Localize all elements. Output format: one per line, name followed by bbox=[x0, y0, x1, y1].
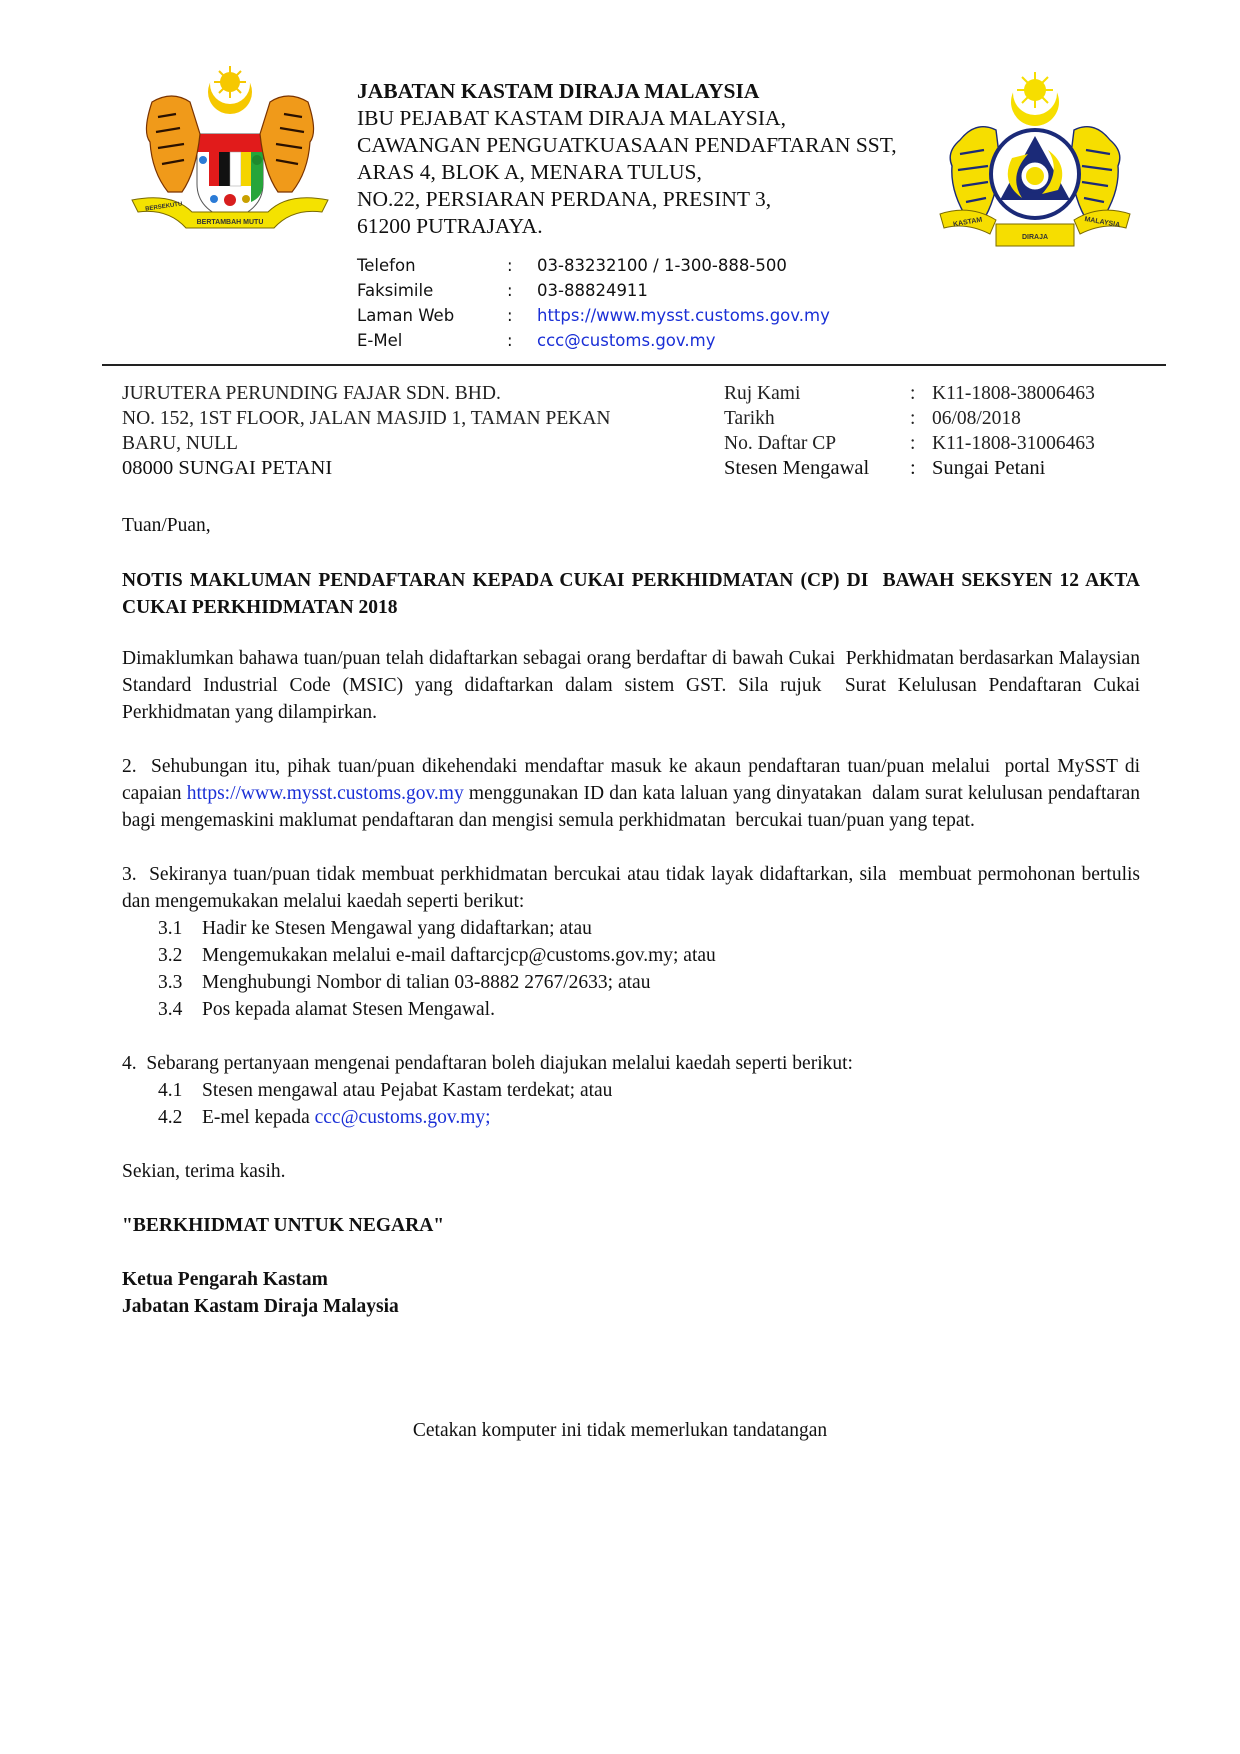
phone-value: 03-83232100 / 1-300-888-500 bbox=[537, 256, 787, 275]
customs-crest-icon bbox=[930, 62, 1140, 252]
list-item bbox=[122, 996, 1140, 1023]
malaysia-coat-of-arms-icon bbox=[112, 62, 348, 242]
list-text-prefix: E-mel kepada bbox=[202, 1107, 315, 1128]
org-address-line: NO.22, PERSIARAN PERDANA, PRESINT 3, bbox=[357, 187, 772, 211]
reference-row-no-daftar-cp bbox=[724, 431, 1095, 456]
crest-ribbon-text: MALAYSIA bbox=[1083, 215, 1121, 230]
list-text: Mengemukakan melalui e-mail daftarcjcp@customs.gov.my; atau bbox=[202, 945, 716, 966]
org-address-line: ARAS 4, BLOK A, MENARA TULUS, bbox=[357, 160, 702, 184]
signoff-department: Jabatan Kastam Diraja Malaysia bbox=[122, 1296, 399, 1317]
org-address-line: 61200 PUTRAJAYA. bbox=[357, 214, 543, 238]
email-link[interactable]: ccc@customs.gov.my bbox=[537, 331, 716, 350]
reference-label: Ruj Kami bbox=[724, 383, 801, 404]
recipient-address bbox=[122, 381, 611, 481]
letter-body bbox=[122, 512, 1145, 1320]
contact-label: E-Mel bbox=[357, 331, 403, 350]
contact-row-faksimile bbox=[357, 278, 830, 303]
list-number: 3.3 bbox=[158, 972, 183, 993]
reference-row-stesen-mengawal bbox=[724, 456, 1095, 481]
motto: "BERKHIDMAT UNTUK NEGARA" bbox=[122, 1215, 445, 1236]
mysst-portal-link[interactable]: https://www.mysst.customs.gov.my bbox=[186, 783, 464, 804]
list-number: 3.1 bbox=[158, 918, 183, 939]
list-item bbox=[122, 915, 1140, 942]
malaysia-coat-of-arms-logo bbox=[112, 62, 348, 242]
recipient-line: NO. 152, 1ST FLOOR, JALAN MASJID 1, TAMAN PEKAN bbox=[122, 408, 611, 429]
reference-row-tarikh bbox=[724, 406, 1095, 431]
svg-text:BERSEKUTU: BERSEKUTU bbox=[144, 201, 183, 213]
contact-colon: : bbox=[507, 331, 513, 350]
paragraph-4-intro: 4. Sebarang pertanyaan mengenai pendaftaran boleh diajukan melalui kaedah seperti berikut: bbox=[122, 1053, 853, 1074]
org-name: JABATAN KASTAM DIRAJA MALAYSIA bbox=[357, 79, 760, 103]
list-number: 3.4 bbox=[158, 999, 183, 1020]
reference-colon: : bbox=[910, 433, 916, 454]
website-link[interactable]: https://www.mysst.customs.gov.my bbox=[537, 306, 830, 325]
recipient-line: JURUTERA PERUNDING FAJAR SDN. BHD. bbox=[122, 383, 501, 404]
fax-value: 03-88824911 bbox=[537, 281, 648, 300]
paragraph-2-text: menggunakan ID dan kata laluan yang dinyatakan dalam surat kelulusan pendaftaran bagi mengemaskini maklumat pendaftaran dan mengisi semula perkhidmatan bercukai tuan/puan yang tepat. bbox=[122, 783, 1145, 831]
list-text: Hadir ke Stesen Mengawal yang didaftarkan; atau bbox=[202, 918, 592, 939]
enquiry-email-link[interactable]: ccc@customs.gov.my; bbox=[314, 1107, 491, 1128]
signoff-title: Ketua Pengarah Kastam bbox=[122, 1269, 328, 1290]
contact-row-e-mel bbox=[357, 328, 830, 353]
reference-value: K11-1808-31006463 bbox=[932, 433, 1095, 454]
recipient-line: 08000 SUNGAI PETANI bbox=[122, 457, 333, 479]
letterhead-org-block bbox=[357, 78, 897, 240]
contact-colon: : bbox=[507, 281, 513, 300]
paragraph-3 bbox=[122, 861, 1145, 1023]
list-number: 4.2 bbox=[158, 1107, 183, 1128]
reference-colon: : bbox=[910, 383, 916, 404]
list-item bbox=[122, 969, 1140, 996]
customs-crest-logo bbox=[930, 62, 1140, 252]
contact-details bbox=[357, 253, 830, 353]
list-text bbox=[202, 1104, 491, 1131]
paragraph-2-text: 2. Sehubungan itu, pihak tuan/puan dikehendaki mendaftar masuk ke akaun pendaftaran tuan/puan melalui portal MySST di capaian bbox=[122, 756, 1145, 804]
contact-colon: : bbox=[507, 256, 513, 275]
list-item bbox=[122, 942, 1140, 969]
reference-row-ruj-kami bbox=[724, 381, 1095, 406]
salutation: Tuan/Puan, bbox=[122, 515, 211, 536]
org-address-line: CAWANGAN PENGUATKUASAAN PENDAFTARAN SST, bbox=[357, 133, 897, 157]
reference-colon: : bbox=[910, 408, 916, 429]
list-number: 3.2 bbox=[158, 945, 183, 966]
contact-row-laman-web bbox=[357, 303, 830, 328]
reference-value: Sungai Petani bbox=[932, 457, 1046, 479]
paragraph-4 bbox=[122, 1050, 1140, 1131]
contact-row-telefon bbox=[357, 253, 830, 278]
contact-label: Laman Web bbox=[357, 306, 455, 325]
letterhead-divider bbox=[102, 364, 1166, 366]
reference-label: No. Daftar CP bbox=[724, 433, 837, 454]
list-item bbox=[122, 1104, 1140, 1131]
computer-generated-note: Cetakan komputer ini tidak memerlukan tandatangan bbox=[412, 1420, 828, 1441]
closing-line: Sekian, terima kasih. bbox=[122, 1161, 286, 1182]
paragraph-3-intro: 3. Sekiranya tuan/puan tidak membuat perkhidmatan bercukai atau tidak layak didaftarkan, sila membuat permohonan bertulis dan mengemukakan melalui kaedah seperti berikut: bbox=[122, 864, 1145, 912]
org-address-line: IBU PEJABAT KASTAM DIRAJA MALAYSIA, bbox=[357, 106, 786, 130]
list-text: Stesen mengawal atau Pejabat Kastam terdekat; atau bbox=[202, 1080, 613, 1101]
recipient-line: BARU, NULL bbox=[122, 433, 238, 454]
list-number: 4.1 bbox=[158, 1080, 183, 1101]
list-text: Pos kepada alamat Stesen Mengawal. bbox=[202, 999, 495, 1020]
reference-label: Tarikh bbox=[724, 408, 775, 429]
logo-motto-text: BERTAMBAH MUTU bbox=[196, 219, 264, 226]
list-item bbox=[122, 1077, 1140, 1104]
letter-heading: NOTIS MAKLUMAN PENDAFTARAN KEPADA CUKAI PERKHIDMATAN (CP) DI BAWAH SEKSYEN 12 AKTA CUKAI PERKHIDMATAN 2018 bbox=[122, 570, 1145, 618]
contact-colon: : bbox=[507, 306, 513, 325]
contact-label: Faksimile bbox=[357, 281, 434, 300]
reference-colon: : bbox=[910, 457, 916, 479]
reference-value: K11-1808-38006463 bbox=[932, 383, 1095, 404]
paragraph-2 bbox=[122, 753, 1145, 834]
contact-label: Telefon bbox=[357, 256, 416, 275]
reference-block bbox=[724, 381, 1095, 481]
crest-ribbon-text: KASTAM bbox=[952, 216, 983, 229]
paragraph-1: Dimaklumkan bahawa tuan/puan telah didaftarkan sebagai orang berdaftar di bawah Cukai Perkhidmatan berdasarkan Malaysian Standard Industrial Code (MSIC) yang didaftarkan dalam sistem GST. Sila rujuk Surat Kelulusan Pendaftaran Cukai Perkhidmatan yang dilampirkan. bbox=[122, 648, 1145, 723]
date-value: 06/08/2018 bbox=[932, 408, 1021, 429]
crest-ribbon-text: DIRAJA bbox=[1021, 234, 1049, 241]
reference-label: Stesen Mengawal bbox=[724, 457, 870, 479]
list-text: Menghubungi Nombor di talian 03-8882 2767/2633; atau bbox=[202, 972, 651, 993]
